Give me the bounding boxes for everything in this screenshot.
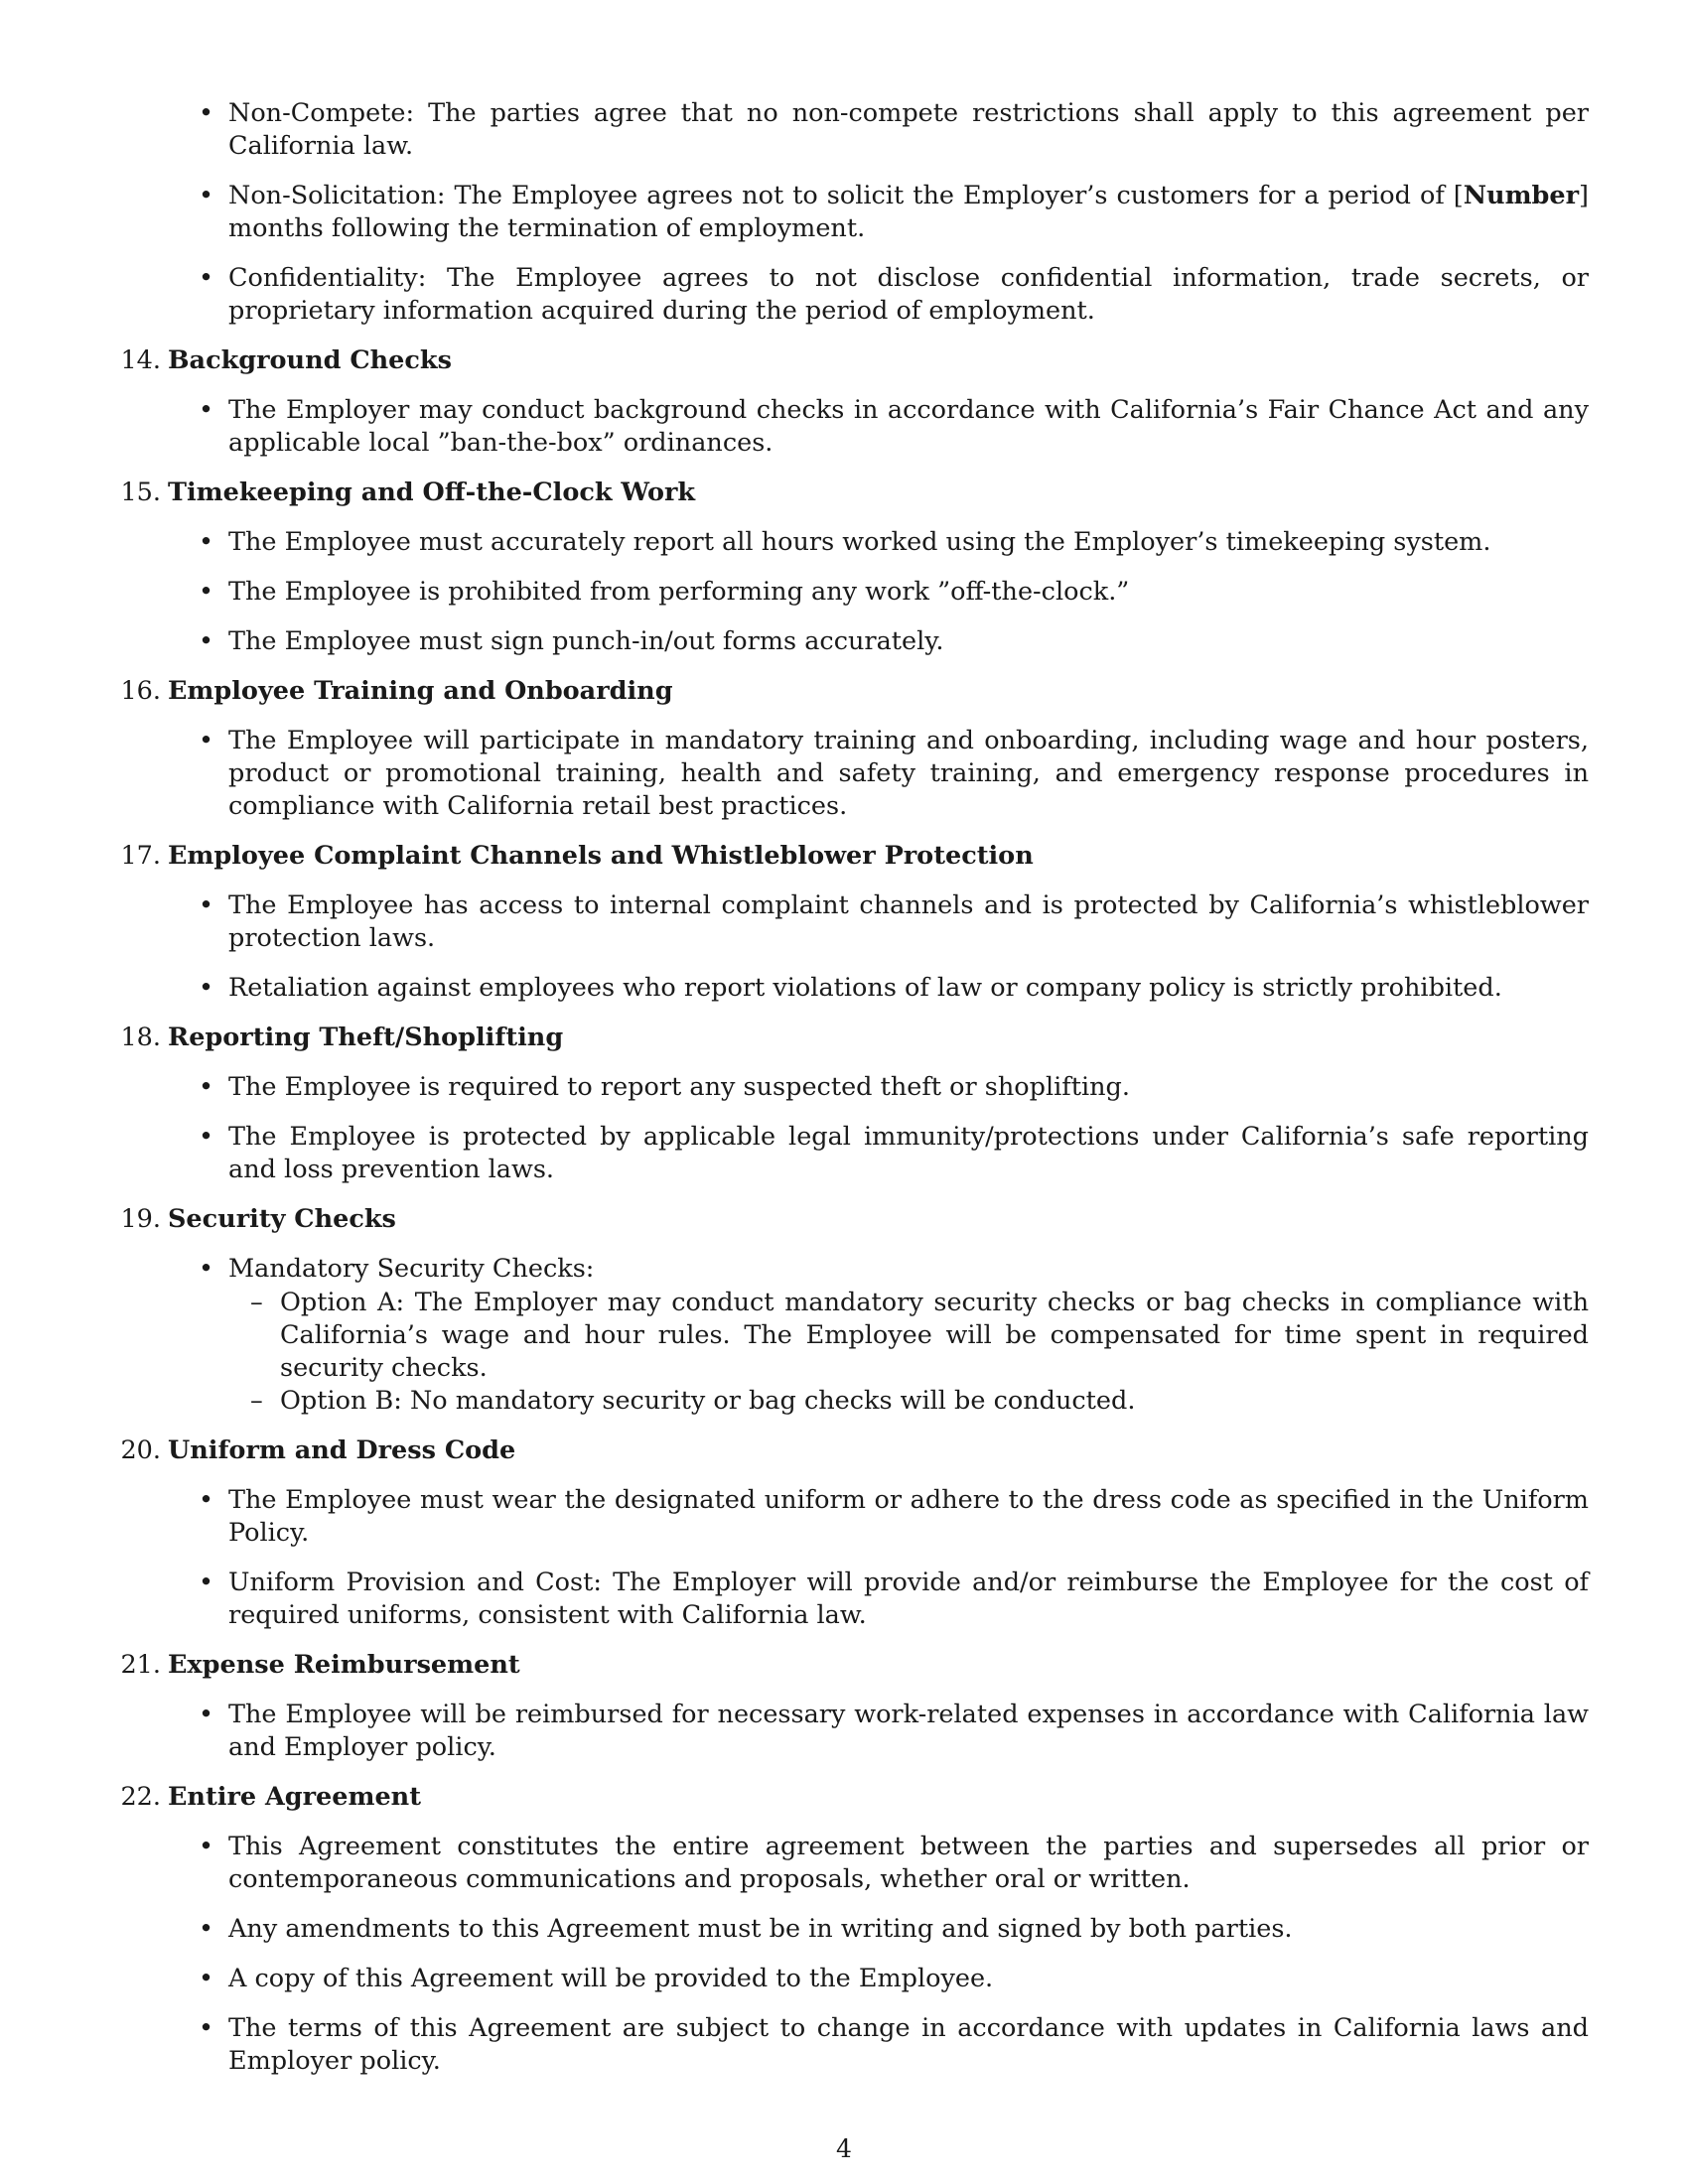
list-item — [111, 1253, 1589, 1418]
section-title: Uniform and Dress Code — [168, 1435, 516, 1465]
section-bullets — [111, 1253, 1589, 1418]
section-bullets — [111, 1071, 1589, 1186]
section-bullets — [111, 394, 1589, 460]
list-item-confidentiality: • Confidentiality: The Employee agrees to not disclose confidential information, trade secrets, or proprietary information acquired during the period of employment. — [111, 262, 1589, 328]
list-item: • This Agreement constitutes the entire agreement between the parties and supersedes all prior or contemporaneous communications and proposals, whether oral or written. — [111, 1831, 1589, 1896]
list-item: • A copy of this Agreement will be provided to the Employee. — [111, 1963, 1589, 1995]
section-bullets — [111, 1831, 1589, 2078]
list-item: • The Employee is prohibited from performing any work ”off-the-clock.” — [111, 576, 1589, 609]
list-item: • The Employee has access to internal complaint channels and is protected by California’s whistleblower protection laws. — [111, 889, 1589, 955]
section-number: 21. — [120, 1650, 161, 1680]
list-item: • The Employee must accurately report all hours worked using the Employer’s timekeeping system. — [111, 526, 1589, 559]
section-security-checks — [111, 1203, 1589, 1418]
list-item: • Retaliation against employees who report violations of law or company policy is strictly prohibited. — [111, 972, 1589, 1005]
section-background-checks — [111, 344, 1589, 460]
section-number: 20. — [120, 1435, 161, 1465]
section-number: 16. — [120, 676, 161, 706]
list-item: • Any amendments to this Agreement must be in writing and signed by both parties. — [111, 1913, 1589, 1946]
list-item-non-compete: • Non-Compete: The parties agree that no non-compete restrictions shall apply to this agreement per California law. — [111, 97, 1589, 163]
section-title: Employee Training and Onboarding — [168, 676, 673, 706]
section-heading — [111, 1022, 1589, 1054]
section-number: 18. — [120, 1023, 161, 1052]
section-entire-agreement — [111, 1781, 1589, 2078]
section-number: 22. — [120, 1782, 161, 1812]
list-item: • Uniform Provision and Cost: The Employer will provide and/or reimburse the Employee for the cost of required uniforms, consistent with California law. — [111, 1567, 1589, 1632]
list-item: • The terms of this Agreement are subject to change in accordance with updates in California laws and Employer policy. — [111, 2012, 1589, 2078]
list-item: • The Employee will be reimbursed for necessary work-related expenses in accordance with California law and Employer policy. — [111, 1699, 1589, 1764]
list-item-non-solicitation — [111, 180, 1589, 245]
section-heading — [111, 477, 1589, 509]
section-title: Entire Agreement — [168, 1782, 421, 1812]
section-number: 14. — [120, 345, 161, 375]
list-item: • The Employee must sign punch-in/out forms accurately. — [111, 625, 1589, 658]
section-title: Reporting Theft/Shoplifting — [168, 1023, 564, 1052]
section-title: Background Checks — [168, 345, 452, 375]
section-title: Expense Reimbursement — [168, 1650, 520, 1680]
page-number: 4 — [836, 2134, 852, 2163]
section-title: Timekeeping and Off-the-Clock Work — [168, 478, 696, 507]
section-title: Employee Complaint Channels and Whistleblower Protection — [168, 841, 1034, 871]
section-heading — [111, 344, 1589, 377]
section-bullets — [111, 725, 1589, 823]
section-heading — [111, 1649, 1589, 1682]
section-timekeeping — [111, 477, 1589, 658]
list-item: • The Employee must wear the designated uniform or adhere to the dress code as specified in the Uniform Policy. — [111, 1484, 1589, 1550]
placeholder-number: Number — [1463, 181, 1580, 210]
section-training-onboarding — [111, 675, 1589, 823]
list-item-label: Mandatory Security Checks: — [228, 1254, 595, 1284]
list-item: • The Employer may conduct background checks in accordance with California’s Fair Chance Act and any applicable local ”ban-the-box” ordinances. — [111, 394, 1589, 460]
sub-list-item-option-a: – Option A: The Employer may conduct mandatory security checks or bag checks in compliance with California’s wage and hour rules. The Employee will be compensated for time spent in required security checks. — [228, 1287, 1589, 1385]
section-uniform-dress-code — [111, 1434, 1589, 1632]
section-number: 19. — [120, 1204, 161, 1234]
text-segment: ] — [1579, 181, 1589, 210]
section-heading — [111, 1434, 1589, 1467]
section-title: Security Checks — [168, 1204, 396, 1234]
section-heading — [111, 840, 1589, 873]
section-bullets — [111, 1484, 1589, 1632]
text-segment: months following the termination of employment. — [228, 213, 866, 243]
section-bullets — [111, 526, 1589, 658]
section-expense-reimbursement — [111, 1649, 1589, 1764]
section-bullets — [111, 1699, 1589, 1764]
section-bullets — [111, 889, 1589, 1005]
section-heading — [111, 675, 1589, 708]
section-complaint-channels — [111, 840, 1589, 1005]
list-item: • The Employee is required to report any suspected theft or shoplifting. — [111, 1071, 1589, 1104]
section-reporting-theft — [111, 1022, 1589, 1186]
sub-list — [228, 1287, 1589, 1418]
document-body — [111, 97, 1589, 2095]
section-heading — [111, 1781, 1589, 1814]
sub-list-item-option-b: – Option B: No mandatory security or bag checks will be conducted. — [228, 1385, 1589, 1418]
list-item: • The Employee will participate in mandatory training and onboarding, including wage and hour posters, product or promotional training, health and safety training, and emergency response procedures in compliance with California retail best practices. — [111, 725, 1589, 823]
text-segment: Non-Solicitation: The Employee agrees not to solicit the Employer’s customers for a period of — [228, 181, 1454, 210]
section-number: 17. — [120, 841, 161, 871]
section-number: 15. — [120, 478, 161, 507]
list-item: • The Employee is protected by applicable legal immunity/protections under California’s safe reporting and loss prevention laws. — [111, 1121, 1589, 1186]
text-segment: [ — [1453, 181, 1464, 210]
continued-restrictions-list — [111, 97, 1589, 328]
section-heading — [111, 1203, 1589, 1236]
